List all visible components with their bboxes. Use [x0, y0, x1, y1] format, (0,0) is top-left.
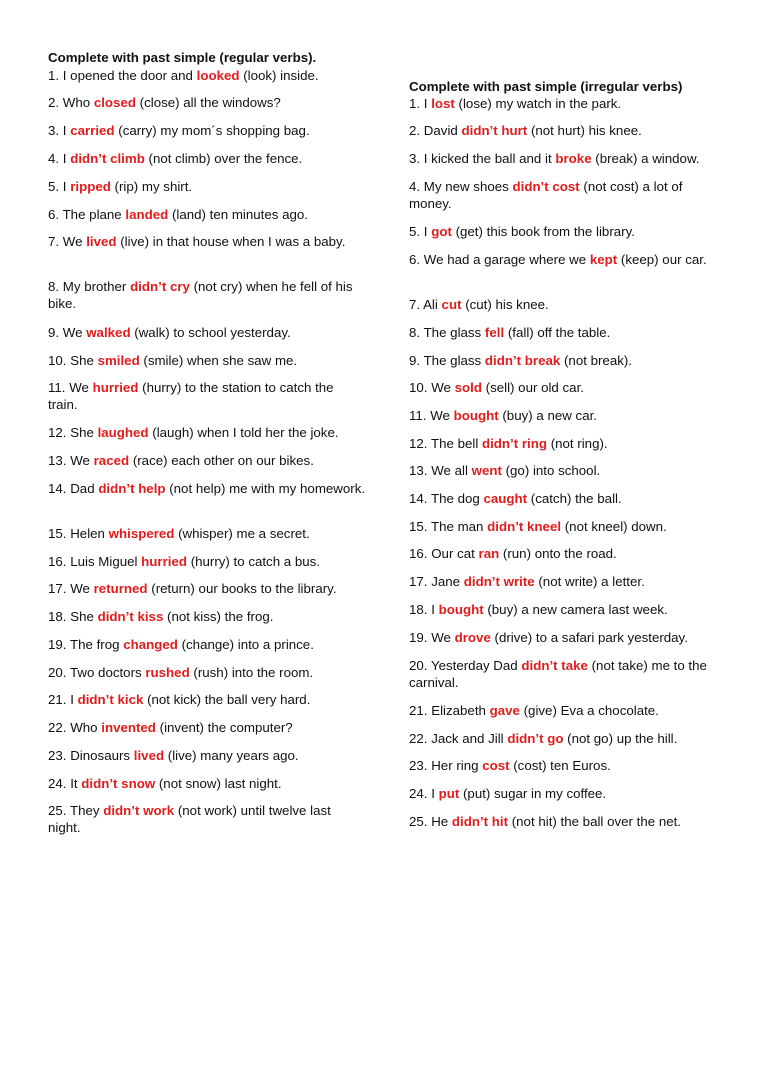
- exercise-item: [409, 702, 727, 719]
- item-number: 10.: [409, 380, 428, 395]
- item-text-after: (keep) our car.: [620, 252, 707, 267]
- answer-verb: didn’t kick: [77, 692, 144, 707]
- item-number: 12.: [48, 425, 67, 440]
- item-text-before: The glass: [423, 325, 482, 340]
- exercise-item: [48, 278, 366, 312]
- item-text-after: (rush) into the room.: [193, 665, 314, 680]
- item-number: 14.: [48, 481, 67, 496]
- item-text-after: (catch) the ball.: [530, 491, 622, 506]
- item-text-after: (not snow) last night.: [158, 776, 282, 791]
- answer-verb: got: [431, 224, 452, 239]
- item-text-after: (not kneel) down.: [564, 519, 667, 534]
- item-text-before: Dad: [70, 481, 95, 496]
- answer-verb: caught: [483, 491, 528, 506]
- item-number: 13.: [409, 463, 428, 478]
- irregular-verbs-heading: Complete with past simple (irregular verbs): [409, 79, 683, 94]
- exercise-item: [48, 233, 366, 250]
- exercise-item: [48, 691, 366, 708]
- item-number: 8.: [409, 325, 421, 340]
- answer-verb: landed: [125, 207, 169, 222]
- item-number: 25.: [409, 814, 428, 829]
- item-text-after: (not climb) over the fence.: [148, 151, 303, 166]
- answer-verb: kept: [589, 252, 618, 267]
- answer-verb: cut: [441, 297, 462, 312]
- item-text-before: My brother: [62, 279, 127, 294]
- item-number: 4.: [409, 179, 421, 194]
- item-text-before: The bell: [430, 436, 479, 451]
- item-text-before: David: [423, 123, 458, 138]
- item-text-before: I: [70, 692, 74, 707]
- exercise-item: [48, 664, 366, 681]
- item-text-before: I: [431, 786, 435, 801]
- exercise-item: [409, 379, 727, 396]
- answer-verb: didn’t snow: [81, 776, 156, 791]
- exercise-item: [48, 747, 366, 764]
- item-number: 9.: [48, 325, 60, 340]
- item-text-after: (invent) the computer?: [159, 720, 293, 735]
- item-text-before: Our cat: [431, 546, 475, 561]
- exercise-item: [409, 518, 727, 535]
- item-text-after: (not kick) the ball very hard.: [147, 692, 311, 707]
- answer-verb: broke: [555, 151, 592, 166]
- item-text-after: (carry) my mom´s shopping bag.: [118, 123, 310, 138]
- item-text-after: (put) sugar in my coffee.: [463, 786, 607, 801]
- item-text-after: (not work) until twelve last night.: [48, 803, 331, 835]
- exercise-item: [409, 730, 727, 747]
- item-number: 8.: [48, 279, 60, 294]
- answer-verb: lost: [431, 96, 455, 111]
- item-text-before: I: [62, 151, 67, 166]
- item-text-before: Her ring: [431, 758, 479, 773]
- item-text-after: (not go) up the hill.: [567, 731, 678, 746]
- item-text-before: We: [62, 325, 83, 340]
- answer-verb: didn’t hit: [451, 814, 509, 829]
- exercise-item: [409, 813, 727, 830]
- item-text-after: (buy) a new car.: [502, 408, 597, 423]
- item-text-before: Two doctors: [69, 665, 142, 680]
- item-text-before: It: [70, 776, 78, 791]
- exercise-item: [409, 657, 727, 691]
- item-number: 6.: [48, 207, 60, 222]
- item-number: 22.: [409, 731, 428, 746]
- item-text-before: The dog: [430, 491, 480, 506]
- answer-verb: put: [438, 786, 460, 801]
- item-number: 1.: [48, 68, 60, 83]
- item-text-after: (drive) to a safari park yesterday.: [494, 630, 688, 645]
- exercise-item: [48, 122, 366, 139]
- answer-verb: hurried: [92, 380, 139, 395]
- answer-verb: went: [471, 463, 502, 478]
- item-number: 5.: [409, 224, 421, 239]
- item-text-before: He: [431, 814, 449, 829]
- item-text-before: Who: [62, 95, 91, 110]
- item-number: 17.: [48, 581, 67, 596]
- item-text-before: We all: [431, 463, 468, 478]
- item-text-before: We: [62, 234, 83, 249]
- item-number: 24.: [48, 776, 67, 791]
- item-text-after: (go) into school.: [505, 463, 601, 478]
- answer-verb: didn’t kneel: [487, 519, 562, 534]
- item-text-after: (not hurt) his knee.: [530, 123, 642, 138]
- item-text-after: (rip) my shirt.: [114, 179, 193, 194]
- item-text-after: (look) inside.: [243, 68, 319, 83]
- item-text-after: (return) our books to the library.: [151, 581, 337, 596]
- item-text-before: They: [69, 803, 100, 818]
- exercise-item: [409, 545, 727, 562]
- item-text-before: I: [62, 179, 67, 194]
- item-text-before: The glass: [423, 353, 482, 368]
- item-number: 17.: [409, 574, 428, 589]
- item-text-after: (buy) a new camera last week.: [487, 602, 668, 617]
- exercise-item: [409, 573, 727, 590]
- answer-verb: didn’t go: [507, 731, 564, 746]
- exercise-item: [48, 424, 366, 441]
- item-number: 1.: [409, 96, 421, 111]
- answer-verb: lived: [86, 234, 117, 249]
- item-text-after: (whisper) me a secret.: [178, 526, 310, 541]
- item-number: 15.: [48, 526, 67, 541]
- exercise-item: [48, 553, 366, 570]
- exercise-item: [48, 206, 366, 223]
- item-text-after: (close) all the windows?: [139, 95, 281, 110]
- answer-verb: invented: [101, 720, 156, 735]
- answer-verb: sold: [454, 380, 482, 395]
- item-text-after: (break) a window.: [595, 151, 700, 166]
- exercise-item: [409, 122, 727, 139]
- answer-verb: looked: [196, 68, 240, 83]
- exercise-item: [409, 629, 727, 646]
- item-text-after: (land) ten minutes ago.: [171, 207, 308, 222]
- item-text-after: (not write) a letter.: [538, 574, 645, 589]
- answer-verb: closed: [93, 95, 136, 110]
- exercise-item: [409, 352, 727, 369]
- item-text-after: (change) into a prince.: [181, 637, 314, 652]
- item-number: 19.: [48, 637, 67, 652]
- item-number: 16.: [48, 554, 67, 569]
- item-text-after: (not take) me to the carnival.: [409, 658, 707, 690]
- item-text-before: Elizabeth: [431, 703, 486, 718]
- answer-verb: didn’t help: [98, 481, 166, 496]
- item-text-before: We: [430, 408, 450, 423]
- item-number: 6.: [409, 252, 421, 267]
- exercise-item: [409, 601, 727, 618]
- item-number: 23.: [409, 758, 428, 773]
- answer-verb: returned: [93, 581, 148, 596]
- item-text-after: (not cry) when he fell of his bike.: [48, 279, 353, 311]
- exercise-item: [48, 452, 366, 469]
- exercise-item: [48, 608, 366, 625]
- item-text-before: She: [70, 609, 94, 624]
- item-text-before: We: [69, 380, 89, 395]
- answer-verb: ripped: [70, 179, 111, 194]
- item-number: 3.: [409, 151, 421, 166]
- item-text-before: Ali: [423, 297, 438, 312]
- item-text-after: (smile) when she saw me.: [143, 353, 298, 368]
- item-number: 4.: [48, 151, 60, 166]
- item-text-after: (hurry) to the station to catch the train.: [48, 380, 334, 412]
- exercise-item: [48, 525, 366, 542]
- item-text-before: We had a garage where we: [423, 252, 587, 267]
- item-number: 23.: [48, 748, 67, 763]
- item-text-before: We: [431, 380, 451, 395]
- item-number: 20.: [48, 665, 67, 680]
- item-text-before: She: [70, 353, 94, 368]
- item-text-before: I: [431, 602, 435, 617]
- answer-verb: rushed: [145, 665, 190, 680]
- answer-verb: didn’t break: [484, 353, 561, 368]
- item-number: 25.: [48, 803, 67, 818]
- item-number: 7.: [48, 234, 60, 249]
- exercise-item: [409, 324, 727, 341]
- item-number: 18.: [48, 609, 67, 624]
- exercise-item: [409, 407, 727, 424]
- item-text-before: I opened the door and: [62, 68, 193, 83]
- item-number: 14.: [409, 491, 428, 506]
- item-text-after: (live) in that house when I was a baby.: [120, 234, 346, 249]
- item-number: 21.: [48, 692, 67, 707]
- item-text-after: (cost) ten Euros.: [513, 758, 611, 773]
- answer-verb: changed: [123, 637, 178, 652]
- item-number: 21.: [409, 703, 428, 718]
- answer-verb: bought: [438, 602, 484, 617]
- item-text-before: Jane: [431, 574, 461, 589]
- item-text-before: I: [423, 224, 428, 239]
- exercise-item: [48, 636, 366, 653]
- item-number: 22.: [48, 720, 67, 735]
- answer-verb: didn’t hurt: [461, 123, 528, 138]
- answer-verb: ran: [478, 546, 500, 561]
- answer-verb: didn’t kiss: [97, 609, 164, 624]
- answer-verb: didn’t cry: [130, 279, 190, 294]
- item-number: 2.: [48, 95, 60, 110]
- item-number: 12.: [409, 436, 428, 451]
- answer-verb: raced: [93, 453, 130, 468]
- exercise-item: [48, 379, 366, 413]
- answer-verb: didn’t ring: [481, 436, 547, 451]
- answer-verb: bought: [453, 408, 499, 423]
- item-number: 11.: [48, 380, 66, 395]
- item-number: 15.: [409, 519, 428, 534]
- item-text-before: Helen: [70, 526, 105, 541]
- exercise-item: [409, 150, 727, 167]
- item-text-before: Jack and Jill: [431, 731, 504, 746]
- exercise-item: [48, 150, 366, 167]
- exercise-item: [48, 580, 366, 597]
- item-text-before: The man: [430, 519, 484, 534]
- item-text-after: (not kiss) the frog.: [167, 609, 274, 624]
- item-text-after: (not hit) the ball over the net.: [511, 814, 681, 829]
- item-text-before: She: [70, 425, 94, 440]
- item-number: 9.: [409, 353, 421, 368]
- answer-verb: cost: [482, 758, 510, 773]
- regular-verbs-heading: Complete with past simple (regular verbs).: [48, 50, 317, 65]
- answer-verb: drove: [454, 630, 491, 645]
- item-number: 24.: [409, 786, 428, 801]
- exercise-item: [409, 490, 727, 507]
- item-text-after: (not cost) a lot of money.: [409, 179, 683, 211]
- item-number: 7.: [409, 297, 421, 312]
- answer-verb: didn’t write: [463, 574, 535, 589]
- exercise-item: [409, 757, 727, 774]
- item-text-before: We: [431, 630, 451, 645]
- exercise-item: [48, 352, 366, 369]
- exercise-item: [48, 802, 366, 836]
- item-text-after: (get) this book from the library.: [455, 224, 635, 239]
- answer-verb: gave: [489, 703, 520, 718]
- item-text-before: I: [62, 123, 67, 138]
- item-number: 10.: [48, 353, 67, 368]
- item-number: 18.: [409, 602, 428, 617]
- exercise-item: [409, 785, 727, 802]
- item-text-before: Who: [70, 720, 98, 735]
- item-number: 11.: [409, 408, 427, 423]
- item-text-after: (live) many years ago.: [167, 748, 299, 763]
- item-text-after: (not break).: [564, 353, 632, 368]
- item-text-after: (run) onto the road.: [502, 546, 617, 561]
- answer-verb: didn’t cost: [512, 179, 580, 194]
- answer-verb: laughed: [97, 425, 149, 440]
- item-text-after: (not ring).: [550, 436, 608, 451]
- item-text-before: Yesterday Dad: [430, 658, 518, 673]
- item-text-after: (sell) our old car.: [485, 380, 584, 395]
- exercise-item: [409, 251, 727, 268]
- answer-verb: lived: [133, 748, 165, 763]
- item-number: 2.: [409, 123, 421, 138]
- exercise-item: [409, 296, 727, 313]
- item-number: 19.: [409, 630, 428, 645]
- item-text-before: The frog: [69, 637, 120, 652]
- answer-verb: fell: [484, 325, 505, 340]
- item-text-before: The plane: [62, 207, 122, 222]
- item-text-before: We: [70, 453, 90, 468]
- item-text-before: I: [423, 96, 428, 111]
- item-text-before: Dinosaurs: [70, 748, 131, 763]
- answer-verb: didn’t take: [521, 658, 588, 673]
- item-text-before: We: [70, 581, 90, 596]
- exercise-item: [48, 178, 366, 195]
- exercise-item: [409, 178, 727, 212]
- answer-verb: hurried: [141, 554, 187, 569]
- exercise-item: [48, 67, 366, 84]
- exercise-item: [48, 719, 366, 736]
- item-number: 3.: [48, 123, 60, 138]
- item-text-before: I kicked the ball and it: [423, 151, 552, 166]
- answer-verb: carried: [70, 123, 115, 138]
- answer-verb: didn’t work: [103, 803, 175, 818]
- exercise-item: [409, 462, 727, 479]
- item-text-after: (lose) my watch in the park.: [458, 96, 622, 111]
- exercise-item: [48, 775, 366, 792]
- item-text-after: (laugh) when I told her the joke.: [152, 425, 339, 440]
- item-number: 13.: [48, 453, 67, 468]
- exercise-item: [409, 223, 727, 240]
- item-text-after: (cut) his knee.: [465, 297, 549, 312]
- item-text-after: (hurry) to catch a bus.: [190, 554, 321, 569]
- item-number: 5.: [48, 179, 60, 194]
- answer-verb: whispered: [108, 526, 175, 541]
- item-text-after: (fall) off the table.: [507, 325, 611, 340]
- item-text-before: Luis Miguel: [70, 554, 138, 569]
- exercise-item: [48, 480, 366, 497]
- exercise-item: [48, 94, 366, 111]
- exercise-item: [409, 95, 727, 112]
- item-text-after: (not help) me with my homework.: [169, 481, 366, 496]
- item-text-after: (give) Eva a chocolate.: [523, 703, 659, 718]
- item-text-before: My new shoes: [423, 179, 509, 194]
- answer-verb: smiled: [97, 353, 140, 368]
- item-text-after: (race) each other on our bikes.: [132, 453, 314, 468]
- item-text-after: (walk) to school yesterday.: [134, 325, 291, 340]
- exercise-item: [48, 324, 366, 341]
- item-number: 20.: [409, 658, 428, 673]
- answer-verb: walked: [86, 325, 131, 340]
- exercise-item: [409, 435, 727, 452]
- answer-verb: didn’t climb: [70, 151, 145, 166]
- item-number: 16.: [409, 546, 428, 561]
